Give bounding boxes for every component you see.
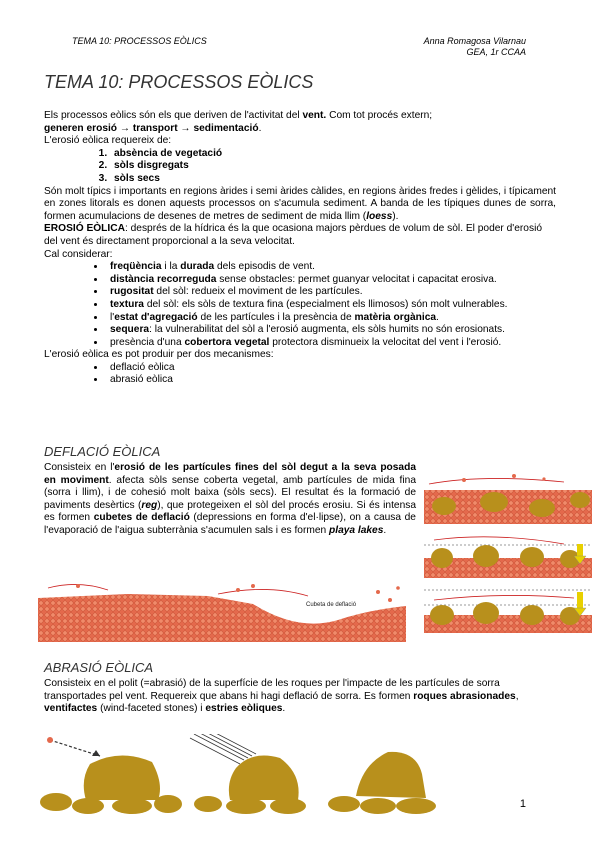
intro-section: [44, 110, 556, 387]
abrasion-rock-3: [328, 752, 436, 814]
list-item: 3. sòls secs: [110, 173, 556, 186]
deflation-basin-figure: [38, 582, 410, 644]
header-course: GEA, 1r CCAA: [466, 47, 526, 57]
requirements-list: [44, 148, 556, 186]
header-left: TEMA 10: PROCESSOS EÒLICS: [72, 36, 207, 46]
deflation-stages-figure: [424, 470, 596, 638]
intro-p1: Els processos eòlics són els que deriven de l'activitat del vent. Com tot procés extern;: [44, 110, 433, 121]
abrasion-heading: ABRASIÓ EÒLICA: [44, 660, 154, 675]
abrasion-figure: [40, 734, 460, 814]
intro-p3: L'erosió eòlica requereix de:: [44, 135, 172, 147]
list-item: • abrasió eòlica: [106, 374, 556, 387]
list-item: • rugositat del sòl: redueix el moviment de les partícules.: [106, 286, 556, 299]
list-item: • textura del sòl: els sòls de textura fina (especialment els llimosos) són molt vulnerables.: [106, 299, 556, 312]
deflation-stage-3: [424, 590, 592, 633]
page-number: 1: [519, 798, 526, 810]
abrasion-rock-2: [190, 734, 306, 814]
header-author: Anna Romagosa Vilarnau: [423, 36, 526, 46]
abrasion-rock-1: [40, 737, 182, 814]
list-item: • presència d'una cobertora vegetal protectora disminueix la velocitat del vent i l'erosió.: [106, 337, 556, 350]
mechanisms-list: [44, 362, 556, 387]
deflation-stage-2: [424, 537, 592, 578]
consider-list: [44, 261, 556, 349]
intro-p4: Són molt típics i importants en regions àrides i semi àrides càlides, en regions àrides fredes i gèlides, i típicament en zones litorals es donen aquests processos on s'acumula sediment. A banda de les típiques dunes de sorra, formen acumulacions de desenes de metres de sediment de mida llim (loess).: [44, 185, 556, 222]
list-item: • l'estat d'agregació de les partícules i la presència de matèria orgànica.: [106, 312, 556, 325]
intro-p2: generen erosió → transport → sedimentació.: [44, 122, 262, 134]
list-item: 2. sòls disgregats: [110, 160, 556, 173]
intro-p7: L'erosió eòlica es pot produir per dos mecanismes:: [44, 349, 274, 361]
deflation-heading: DEFLACIÓ EÒLICA: [44, 444, 161, 459]
page-title: TEMA 10: PROCESSOS EÒLICS: [44, 72, 314, 92]
deflation-text: Consisteix en l'erosió de les partícules fines del sòl degut a la seva posada en moviment. afecta sòls sense coberta vegetal, amb partícules de mida fina (sorra i llim), i de cohesió molt baixa (sòls secs). El resultat és la formació de paviments desèrtics (reg), que protegeixen el sòl del procés erosiu. Si és intensa es formen cubetes de deflació (depressions en forma d'el·lipse), on a causa de l'evaporació de l'aigua subterrània s'acumulen sals i es formen playa lakes.: [44, 462, 416, 536]
basin-label: Cubeta de deflació: [306, 602, 357, 608]
deflation-stage-1: [424, 474, 592, 524]
intro-p6: Cal considerar:: [44, 248, 113, 260]
abrasion-text: Consisteix en el polit (=abrasió) de la superfície de les roques per l'impacte de les partícules de sorra transportades pel vent. Requereix que abans hi hagi deflació de sorra. Es formen roques abrasionades, ventifactes (wind-faceted stones) i estries eòliques.: [44, 678, 519, 715]
header-right: [424, 36, 526, 58]
list-item: • freqüència i la durada dels episodis de vent.: [106, 261, 556, 274]
list-item: • sequera: la vulnerabilitat del sòl a l'erosió augmenta, els sòls humits no són erosionats.: [106, 324, 556, 337]
list-item: • distància recorreguda sense obstacles: permet guanyar velocitat i capacitat erosiva.: [106, 274, 556, 287]
list-item: 1. absència de vegetació: [110, 148, 556, 161]
intro-p5: EROSIÓ EÒLICA: després de la hídrica és la que ocasiona majors pèrdues de volum de sòl. El poder d'erosió del vent és directament proporcional a la seva velocitat.: [44, 223, 542, 247]
list-item: • deflació eòlica: [106, 362, 556, 375]
